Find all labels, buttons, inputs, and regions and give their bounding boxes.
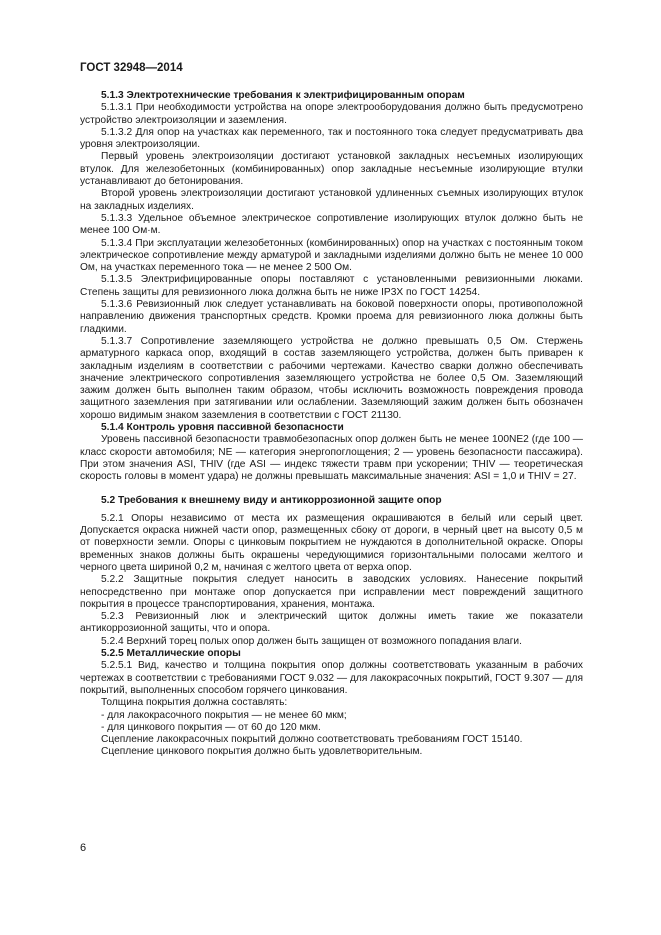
paragraph: 5.1.3.1 При необходимости устройства на опоре электрооборудования должно быть предусмотрено устройство электроизоляции и заземления. [80, 102, 583, 126]
document-header: ГОСТ 32948—2014 [80, 62, 183, 74]
paragraph: 5.2.3 Ревизионный люк и электрический щиток должны иметь такие же показатели антикоррозионной защиты, что и опора. [80, 611, 583, 635]
list-item: - для лакокрасочного покрытия — не менее 60 мкм; [101, 709, 347, 721]
paragraph: Толщина покрытия должна составлять: [101, 697, 288, 709]
paragraph: Уровень пассивной безопасности травмобезопасных опор должен быть не менее 100NE2 (где 100 — класс скорости автомобиля; NE — категория энергопоглощения; 2 — уровень безопасности пассажира). При этом значения ASI, THIV (где ASI — индекс тяжести травм при ускорении; THIV — теоретическая скорость головы в момент удара) не должны превышать максимальные значения: ASI = 1,0 и THIV = 27. [80, 434, 583, 483]
paragraph: 5.2.4 Верхний торец полых опор должен быть защищен от возможного попадания влаги. [101, 635, 522, 647]
section-heading: 5.2.5 Металлические опоры [101, 648, 241, 660]
section-heading: 5.2 Требования к внешнему виду и антикоррозионной защите опор [101, 494, 442, 506]
paragraph: 5.2.5.1 Вид, качество и толщина покрытия опор должны соответствовать указанным в рабочих чертежах в соответствии с требованиями ГОСТ 9.032 — для лакокрасочных покрытий, ГОСТ 9.307 — для покрытий, выполненных способом горячего цинкования. [80, 660, 583, 696]
document-body [80, 90, 583, 759]
paragraph: 5.1.3.2 Для опор на участках как переменного, так и постоянного тока следует предусматривать два уровня электроизоляции. [80, 126, 583, 151]
paragraph: 5.1.3.5 Электрифицированные опоры поставляют с установленными ревизионными люками. Степень защиты для ревизионного люка должна быть не ниже IP3X по ГОСТ 14254. [80, 274, 583, 298]
paragraph: Сцепление цинкового покрытия должно быть удовлетворительным. [101, 746, 423, 758]
paragraph: Первый уровень электроизоляции достигают установкой закладных несъемных изолирующих втулок. Для железобетонных (комбинированных) опор закладные несъемные изолирующие втулки устанавливают до бетонирования. [80, 151, 583, 188]
paragraph: Второй уровень электроизоляции достигают установкой удлиненных съемных изолирующих втулок на закладных изделиях. [80, 188, 583, 212]
paragraph: 5.1.3.3 Удельное объемное электрическое сопротивление изолирующих втулок должно быть не менее 100 Ом·м. [80, 212, 583, 237]
paragraph: 5.2.1 Опоры независимо от места их размещения окрашиваются в белый или серый цвет. Допускается окраска нижней части опор, размещенных сбоку от дороги, в черный цвет на высоту 0,5 м от поверхности земли. Опоры с цинковым покрытием не нуждаются в дополнительной окраске. Опоры временных знаков должны быть окрашены чередующимися горизонтальными полосами желтого и черного цвета шириной 0,2 м, начиная с желтого цвета от верха опор. [80, 512, 583, 573]
paragraph: 5.2.2 Защитные покрытия следует наносить в заводских условиях. Нанесение покрытий непосредственно при монтаже опор допускается при исправлении мест повреждений защитного покрытия в процессе транспортирования, хранения, монтажа. [80, 574, 583, 610]
paragraph: 5.1.3.6 Ревизионный люк следует устанавливать на боковой поверхности опоры, противоположной направлению движения транспортных средств. Кромки проема для ревизионного люка должны быть гладкими. [80, 299, 583, 335]
section-heading: 5.1.3 Электротехнические требования к электрифицированным опорам [101, 90, 465, 101]
paragraph: Сцепление лакокрасочных покрытий должно соответствовать требованиям ГОСТ 15140. [101, 734, 523, 746]
list-item: - для цинкового покрытия — от 60 до 120 мкм. [101, 721, 321, 733]
section-heading: 5.1.4 Контроль уровня пассивной безопасности [101, 422, 344, 434]
paragraph: 5.1.3.4 При эксплуатации железобетонных (комбинированных) опор на участках с постоянным током электрическое сопротивление между арматурой и закладными изделиями должно быть не менее 10 000 Ом, на участках переменного тока — не менее 2 500 Ом. [80, 237, 583, 274]
paragraph: 5.1.3.7 Сопротивление заземляющего устройства не должно превышать 0,5 Ом. Стержень арматурного каркаса опор, входящий в состав заземляющего устройства, должен быть приварен к закладным изделиям в соответствии с рабочими чертежами. Качество сварки должно обеспечивать значение электрического сопротивления заземляющего устройства не более 0,5 Ом. Заземляющий зажим должен быть выполнен таким образом, чтобы исключить возможность повреждения провода защитного заземления при затягивании или ослаблении. Заземляющий зажим должен быть обозначен хорошо видимым знаком заземления в соответствии с ГОСТ 21130. [80, 335, 583, 421]
page-number: 6 [80, 842, 87, 854]
